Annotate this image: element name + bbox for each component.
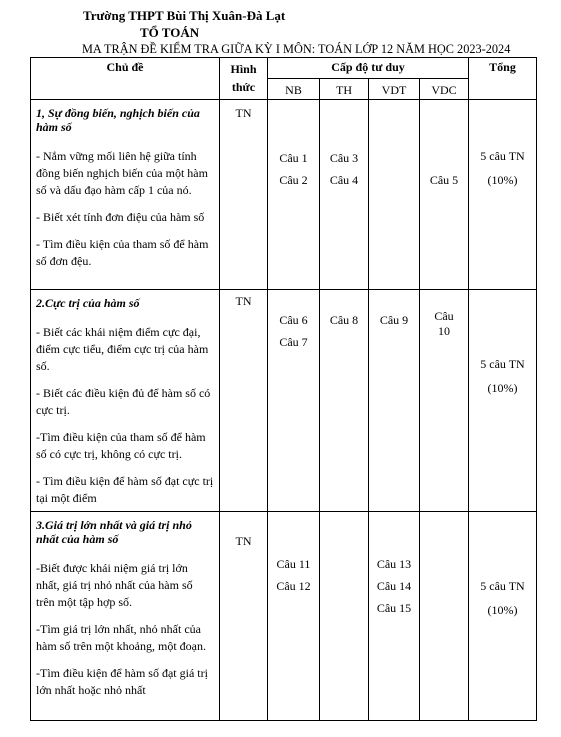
objective: - Tìm điều kiện để hàm số đạt cực trị tại một điểm bbox=[36, 474, 214, 505]
vdt-cell bbox=[369, 290, 420, 512]
question-label: Câu 4 bbox=[329, 173, 359, 187]
nb-cell bbox=[268, 512, 320, 721]
vdt-cell bbox=[369, 512, 420, 721]
topic-title: 1, Sự đồng biến, nghịch biến của hàm số bbox=[36, 106, 200, 134]
objective: -Tìm giá trị lớn nhất, nhỏ nhất của hàm số trên một khoảng, một đoạn. bbox=[36, 622, 206, 653]
table-row bbox=[31, 512, 537, 721]
objective: -Tìm điều kiện của tham số để hàm số có cực trị, không có cực trị. bbox=[36, 430, 206, 461]
objective: - Tìm điều kiện của tham số để hàm số đơn đệu. bbox=[36, 237, 209, 268]
nb-cell bbox=[268, 290, 320, 512]
total-count: 5 câu TN bbox=[480, 357, 525, 371]
total-count: 5 câu TN bbox=[480, 579, 525, 593]
question-label: Câu 10 bbox=[434, 309, 454, 338]
objective: - Nắm vững mối liên hệ giữa tính đồng biến nghịch biến của một hàm số và dấu đạo hàm cấp 1 của nó. bbox=[36, 149, 208, 197]
question-label: Câu 11 bbox=[276, 557, 311, 571]
form-cell bbox=[220, 100, 268, 290]
exam-matrix-table bbox=[30, 57, 537, 721]
table-row bbox=[31, 290, 537, 512]
vdc-cell bbox=[420, 290, 469, 512]
level-vdc: VDC bbox=[420, 79, 469, 100]
th-cell bbox=[320, 100, 369, 290]
question-label: Câu 15 bbox=[376, 601, 412, 615]
topic-title: 3.Giá trị lớn nhất và giá trị nhỏ nhất của hàm số bbox=[36, 518, 192, 546]
total-cell bbox=[469, 290, 537, 512]
topic-title: 2.Cực trị của hàm số bbox=[36, 296, 140, 310]
department-name: TỔ TOÁN bbox=[140, 25, 200, 40]
form-cell bbox=[220, 512, 268, 721]
question-label: Câu 8 bbox=[329, 313, 359, 327]
question-label: Câu 12 bbox=[276, 579, 311, 593]
total-count: 5 câu TN bbox=[480, 149, 525, 163]
vdt-cell bbox=[369, 100, 420, 290]
question-label: Câu 13 bbox=[376, 557, 412, 571]
vdc-cell bbox=[420, 512, 469, 721]
total-percent: (10%) bbox=[487, 381, 518, 395]
topic-cell bbox=[31, 290, 220, 512]
question-label: Câu 14 bbox=[376, 579, 412, 593]
question-label: Câu 2 bbox=[279, 173, 308, 187]
th-cell bbox=[320, 290, 369, 512]
objective: - Biết các điều kiện đủ để hàm số có cực trị. bbox=[36, 386, 211, 417]
question-label: Câu 3 bbox=[329, 151, 359, 165]
level-vdt: VDT bbox=[369, 79, 420, 100]
form-value: TN bbox=[235, 294, 252, 308]
header-level: Cấp độ tư duy bbox=[268, 58, 469, 79]
header-topic: Chủ đề bbox=[31, 58, 220, 100]
question-label: Câu 5 bbox=[429, 173, 459, 187]
total-cell bbox=[469, 100, 537, 290]
objective: -Biết được khái niệm giá trị lớn nhất, giá trị nhỏ nhất của hàm số trên một tập hợp số. bbox=[36, 561, 193, 609]
objective: - Biết xét tính đơn điệu của hàm số bbox=[36, 210, 205, 224]
header-form: Hình thức bbox=[220, 58, 268, 100]
form-value: TN bbox=[235, 534, 252, 548]
total-percent: (10%) bbox=[487, 173, 518, 187]
question-label: Câu 6 bbox=[279, 313, 308, 327]
total-percent: (10%) bbox=[487, 603, 518, 617]
form-value: TN bbox=[235, 106, 252, 120]
header-total: Tổng bbox=[469, 58, 537, 100]
th-cell bbox=[320, 512, 369, 721]
question-label: Câu 1 bbox=[279, 151, 308, 165]
level-th: TH bbox=[320, 79, 369, 100]
topic-cell bbox=[31, 100, 220, 290]
vdc-cell bbox=[420, 100, 469, 290]
school-name: Trường THPT Bùi Thị Xuân-Đà Lạt bbox=[83, 8, 286, 23]
question-label: Câu 7 bbox=[279, 335, 308, 349]
objective: -Tìm điều kiện để hàm số đạt giá trị lớn nhất hoặc nhỏ nhất bbox=[36, 666, 208, 697]
form-cell bbox=[220, 290, 268, 512]
question-label: Câu 9 bbox=[379, 313, 409, 327]
document-title: MA TRẬN ĐỀ KIỂM TRA GIỮA KỲ I MÔN: TOÁN LỚP 12 NĂM HỌC 2023-2024 bbox=[82, 42, 511, 56]
level-nb: NB bbox=[268, 79, 320, 100]
objective: - Biết các khái niệm điểm cực đại, điểm cực tiểu, điểm cực trị của hàm số. bbox=[36, 325, 209, 373]
nb-cell bbox=[268, 100, 320, 290]
table-row bbox=[31, 100, 537, 290]
topic-cell bbox=[31, 512, 220, 721]
total-cell bbox=[469, 512, 537, 721]
